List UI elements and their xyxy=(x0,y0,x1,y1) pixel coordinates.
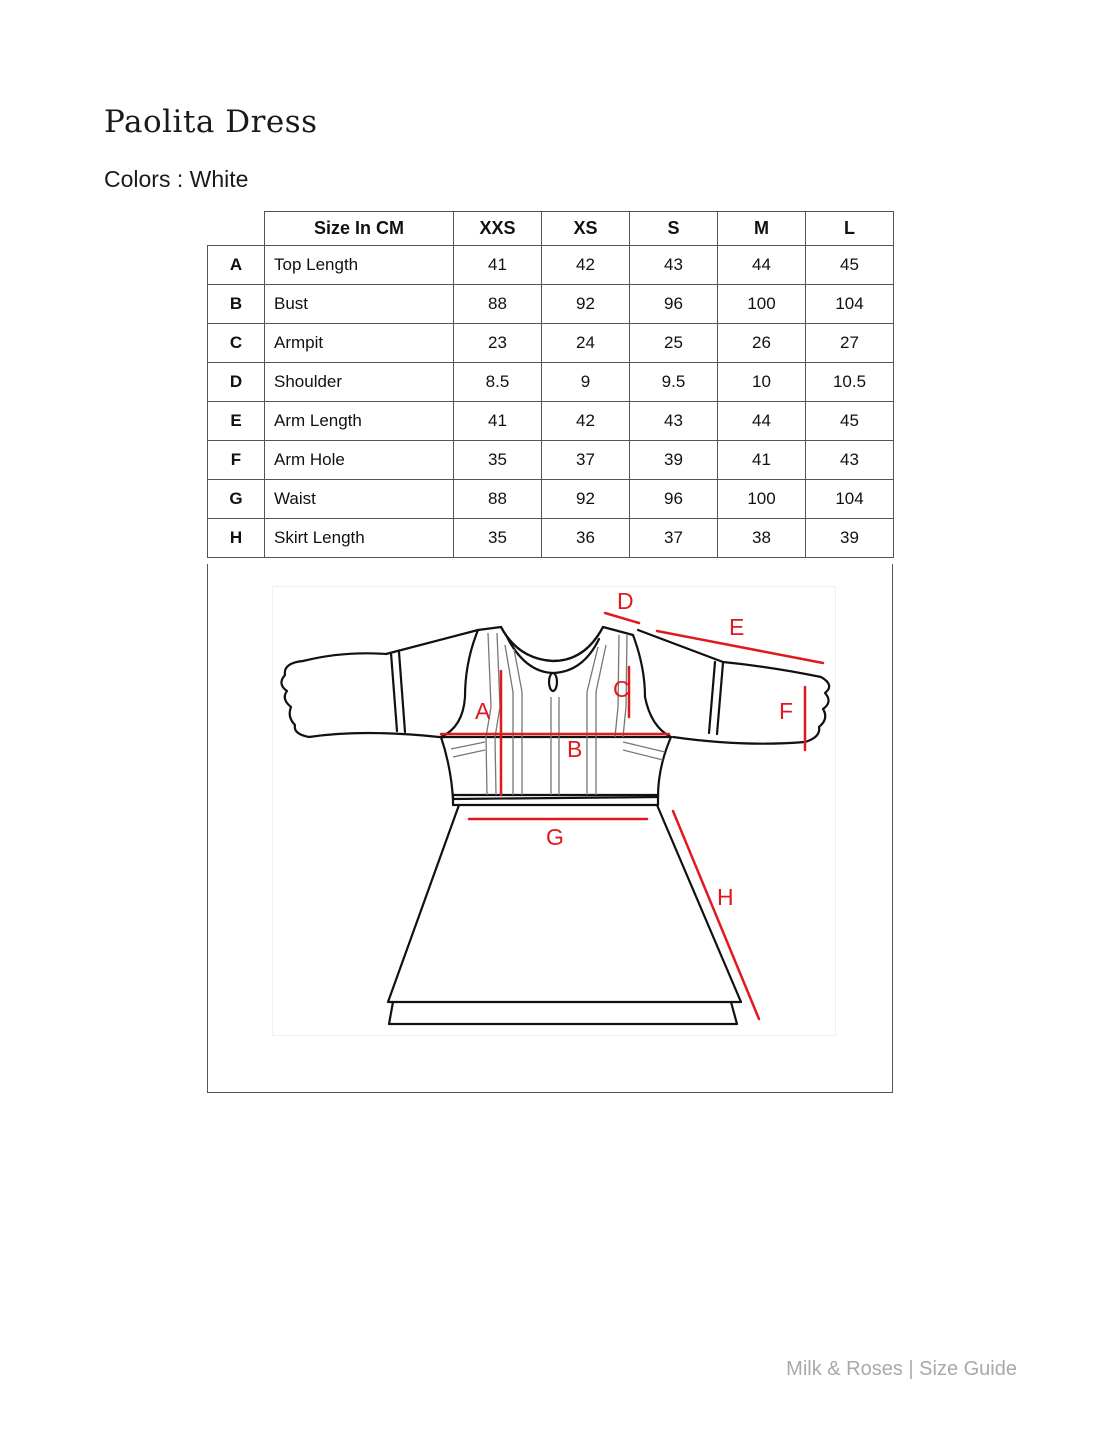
footer-brand: Milk & Roses | Size Guide xyxy=(786,1358,1017,1380)
measure-line-h xyxy=(673,811,759,1019)
lace-trim xyxy=(451,742,485,749)
left-cuff-line xyxy=(391,653,397,731)
left-sleeve-outline xyxy=(281,630,478,737)
header-size-in-cm: Size In CM xyxy=(265,212,454,246)
row-letter: C xyxy=(208,324,265,363)
row-value: 100 xyxy=(718,480,806,519)
header-size-xxs: XXS xyxy=(454,212,542,246)
row-value: 41 xyxy=(454,246,542,285)
row-value: 10.5 xyxy=(806,363,894,402)
row-value: 96 xyxy=(630,480,718,519)
table-row xyxy=(208,441,894,480)
row-value: 35 xyxy=(454,441,542,480)
dress-diagram xyxy=(272,586,836,1036)
lace-trim xyxy=(505,645,513,795)
row-value: 41 xyxy=(454,402,542,441)
row-value: 42 xyxy=(542,402,630,441)
row-value: 104 xyxy=(806,285,894,324)
row-value: 38 xyxy=(718,519,806,558)
header-size-xs: XS xyxy=(542,212,630,246)
row-value: 92 xyxy=(542,285,630,324)
right-cuff-line xyxy=(709,662,715,733)
row-letter: B xyxy=(208,285,265,324)
row-measurement-name: Bust xyxy=(265,285,454,324)
label-d: D xyxy=(617,588,634,614)
row-value: 35 xyxy=(454,519,542,558)
row-value: 36 xyxy=(542,519,630,558)
table-row xyxy=(208,402,894,441)
header-size-l: L xyxy=(806,212,894,246)
table-row xyxy=(208,363,894,402)
lace-trim xyxy=(495,633,500,795)
diagram-frame xyxy=(207,564,893,1093)
row-value: 88 xyxy=(454,480,542,519)
row-letter: F xyxy=(208,441,265,480)
row-value: 37 xyxy=(630,519,718,558)
row-measurement-name: Waist xyxy=(265,480,454,519)
row-value: 43 xyxy=(630,246,718,285)
row-measurement-name: Armpit xyxy=(265,324,454,363)
size-table-header-row xyxy=(208,212,894,246)
row-value: 39 xyxy=(630,441,718,480)
header-size-s: S xyxy=(630,212,718,246)
row-measurement-name: Top Length xyxy=(265,246,454,285)
row-value: 45 xyxy=(806,402,894,441)
label-c: C xyxy=(613,676,630,702)
table-row xyxy=(208,246,894,285)
dress-illustration xyxy=(273,587,835,1035)
row-value: 43 xyxy=(630,402,718,441)
page-title: Paolita Dress xyxy=(104,104,318,140)
row-value: 37 xyxy=(542,441,630,480)
row-value: 44 xyxy=(718,402,806,441)
corner-cell xyxy=(208,212,265,246)
inner-neckline xyxy=(507,637,599,673)
row-value: 45 xyxy=(806,246,894,285)
row-letter: D xyxy=(208,363,265,402)
row-value: 25 xyxy=(630,324,718,363)
underskirt-outline xyxy=(389,1002,737,1024)
label-a: A xyxy=(475,698,491,724)
label-g: G xyxy=(546,824,564,850)
row-value: 42 xyxy=(542,246,630,285)
row-measurement-name: Arm Hole xyxy=(265,441,454,480)
table-row xyxy=(208,324,894,363)
row-value: 43 xyxy=(806,441,894,480)
row-measurement-name: Skirt Length xyxy=(265,519,454,558)
row-letter: A xyxy=(208,246,265,285)
row-value: 9 xyxy=(542,363,630,402)
row-value: 39 xyxy=(806,519,894,558)
size-table xyxy=(207,211,894,558)
label-h: H xyxy=(717,884,734,910)
row-measurement-name: Arm Length xyxy=(265,402,454,441)
row-value: 96 xyxy=(630,285,718,324)
row-letter: H xyxy=(208,519,265,558)
row-value: 44 xyxy=(718,246,806,285)
lace-trim xyxy=(596,645,606,795)
row-value: 100 xyxy=(718,285,806,324)
table-row xyxy=(208,519,894,558)
right-sleeve-outline xyxy=(638,630,829,744)
row-value: 41 xyxy=(718,441,806,480)
row-value: 27 xyxy=(806,324,894,363)
keyhole xyxy=(549,673,557,691)
label-e: E xyxy=(729,614,745,640)
row-value: 10 xyxy=(718,363,806,402)
header-size-m: M xyxy=(718,212,806,246)
right-cuff-line-2 xyxy=(717,663,723,734)
row-value: 24 xyxy=(542,324,630,363)
row-letter: G xyxy=(208,480,265,519)
lace-trim xyxy=(514,649,522,795)
row-value: 9.5 xyxy=(630,363,718,402)
lace-trim xyxy=(453,750,485,757)
measure-line-d xyxy=(605,613,639,623)
row-value: 23 xyxy=(454,324,542,363)
row-value: 8.5 xyxy=(454,363,542,402)
table-row xyxy=(208,285,894,324)
table-row xyxy=(208,480,894,519)
row-value: 92 xyxy=(542,480,630,519)
skirt-outline xyxy=(388,805,741,1002)
lace-trim xyxy=(623,742,665,752)
label-b: B xyxy=(567,736,583,762)
label-f: F xyxy=(779,698,794,724)
row-value: 104 xyxy=(806,480,894,519)
row-value: 88 xyxy=(454,285,542,324)
colors-line: Colors : White xyxy=(104,166,249,192)
row-value: 26 xyxy=(718,324,806,363)
left-cuff-line-2 xyxy=(399,652,405,732)
row-measurement-name: Shoulder xyxy=(265,363,454,402)
lace-trim xyxy=(623,750,663,760)
row-letter: E xyxy=(208,402,265,441)
